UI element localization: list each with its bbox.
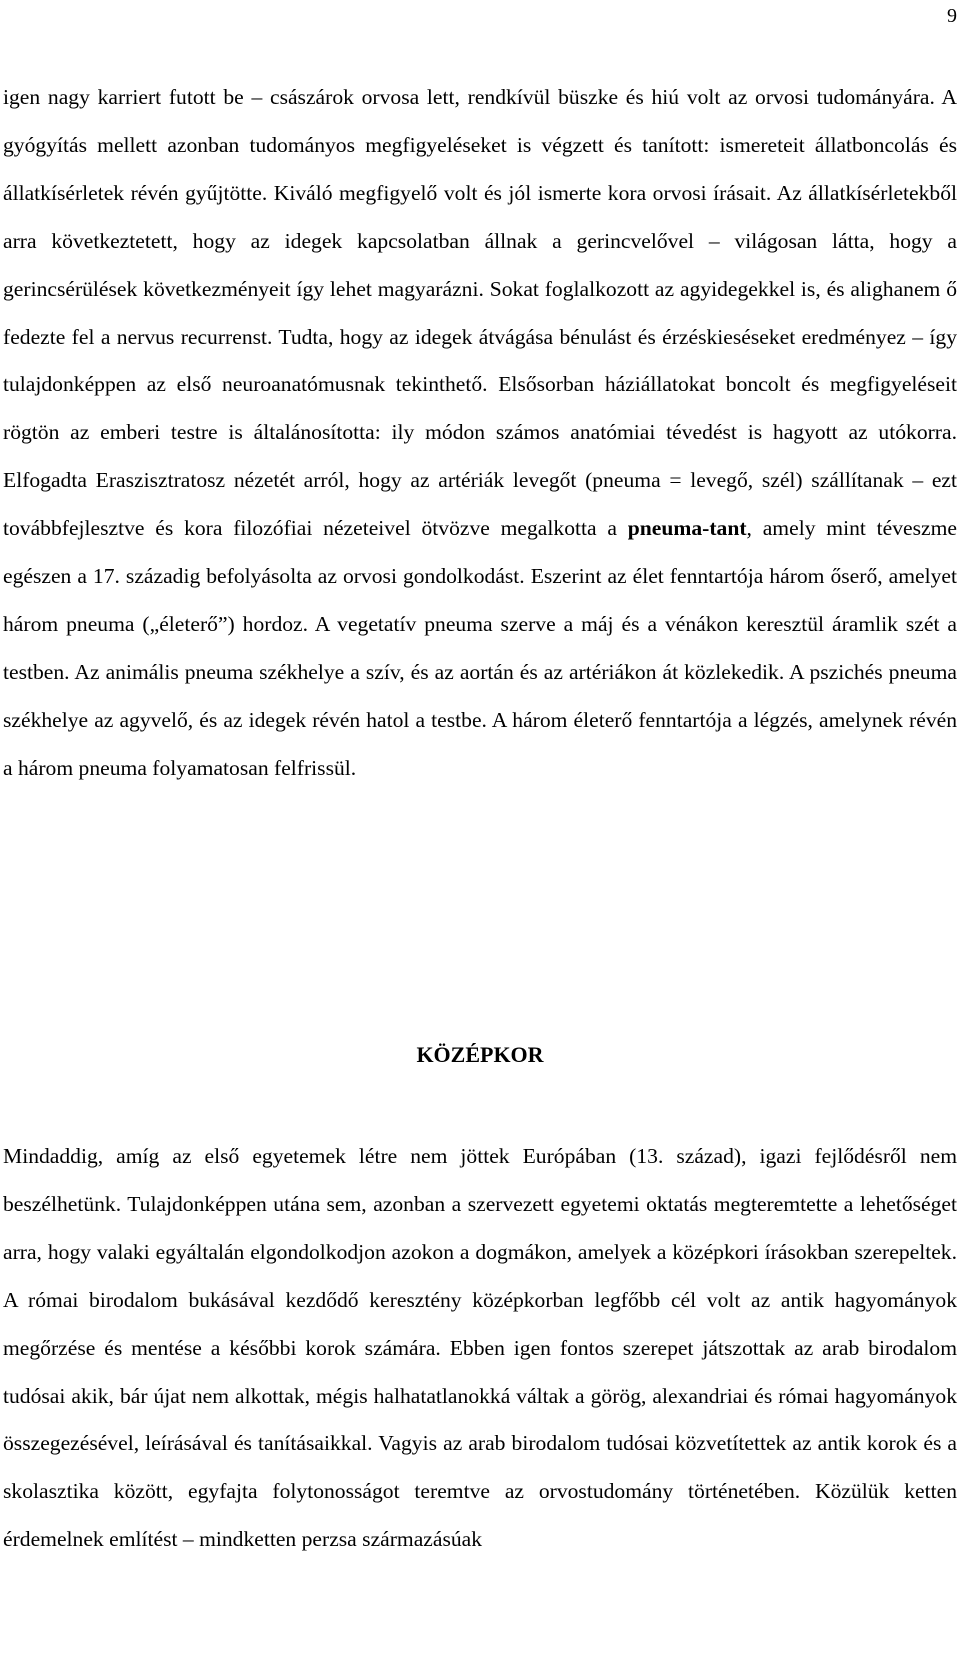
bold-term-pneuma-tant: pneuma-tant xyxy=(627,516,747,541)
section-heading: KÖZÉPKOR xyxy=(416,1042,544,1067)
body-paragraph-middle-ages: Mindaddig, amíg az első egyetemek létre nem jöttek Európában (13. század), igazi fejlődésről nem beszélhetünk. Tulajdonképpen utána sem, azonban a szervezett egyetemi oktatás megteremtette a lehetőséget arra, hogy valaki egyáltalán elgondolkodjon azokon a dogmákon, amelyek a középkori írásokban szerepeltek. A római birodalom bukásával kezdődő keresztény középkorban legfőbb cél volt az antik hagyományok megőrzése és mentése a későbbi korok számára. Ebben igen fontos szerepet játszottak az arab birodalom tudósai akik, bár újat nem alkottak, mégis halhatatlanokká váltak a görög, alexandriai és római hagyományok összegezésével, leírásával és tanításaikkal. Vagyis az arab birodalom tudósai közvetítettek az antik korok és a skolasztika között, egyfajta folytonosságot teremtve az orvostudomány történetében. Közülük ketten érdemelnek említést – mindketten perzsa származásúak xyxy=(3,1144,957,1552)
paragraph-text-before-term: igen nagy karriert futott be – császárok orvosa lett, rendkívül büszke és hiú volt az orvosi tudományára. A gyógyítás mellett azonban tudományos megfigyeléseket is végzett és tanított: ismereteit állatboncolás és állatkísérletek révén gyűjtötte. Kiváló megfigyelő volt és jól ismerte kora orvosi írásait. Az állatkísérletekből arra következtetett, hogy az idegek kapcsolatban állnak a gerincvelővel – világosan látta, hogy a gerincsérülések következményeit így lehet magyarázni. Sokat foglalkozott az agyidegekkel is, és alighanem ő fedezte fel a nervus recurrenst. Tudta, hogy az idegek átvágása bénulást és érzéskieséseket eredményez – így tulajdonképpen az első neuroanatómusnak tekinthető. Elsősorban háziállatokat boncolt és megfigyeléseit rögtön az emberi testre is általánosította: ily módon számos anatómiai tévedést is hagyott az utókorra. Elfogadta Eraszisztratosz nézetét arról, hogy az artériák levegőt (pneuma = levegő, szél) szállítanak – ezt továbbfejlesztve és kora filozófiai nézeteivel ötvözve megalkotta a xyxy=(3,85,957,541)
body-paragraph-galen xyxy=(3,74,957,793)
paragraph-text-after-term: , amely mint téveszme egészen a 17. századig befolyásolta az orvosi gondolkodást. Eszerint az élet fenntartója három őserő, amelyet három pneuma („életerő”) hordoz. A vegetatív pneuma szerve a máj és a vénákon keresztül áramlik szét a testben. Az animális pneuma székhelye a szív, és az aortán és az artériákon át közlekedik. A pszichés pneuma székhelye az agyvelő, és az idegek révén hatol a testbe. A három életerő fenntartója a légzés, amelynek révén a három pneuma folyamatosan felfrissül. xyxy=(3,516,958,780)
page-number: 9 xyxy=(947,5,957,27)
